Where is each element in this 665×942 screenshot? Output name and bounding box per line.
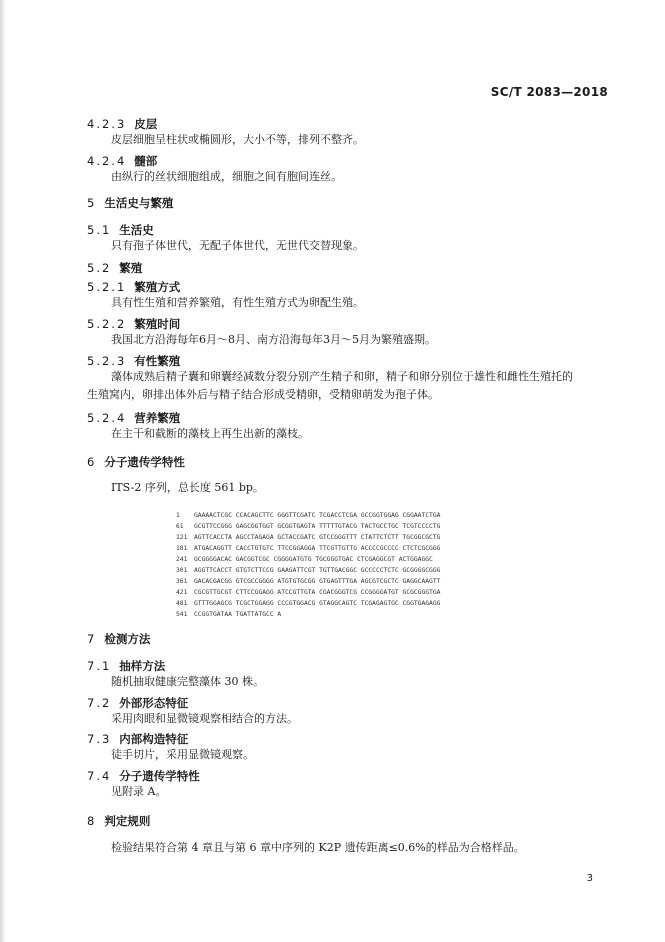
sequence-index: 361	[176, 578, 188, 585]
sequence-index: 541	[176, 611, 188, 618]
sequence-row	[176, 587, 440, 598]
page-edge	[0, 0, 6, 942]
sequence-row	[176, 609, 440, 620]
paragraph-vegetative-reproduction: 在主干和截断的藻枝上再生出新的藻枝。	[111, 427, 309, 440]
sequence-text: GCGGGGACAC GACGGTCGC CGGGGATGTG TGCGGGTGAC CTCGAGGCGT ACTGGAGGC	[194, 556, 433, 563]
heading-number: 7.2	[87, 696, 112, 710]
sequence-row	[176, 510, 440, 521]
heading-title: 繁殖	[119, 261, 143, 275]
paragraph-external-morphology: 采用肉眼和显微镜观察相结合的方法。	[111, 712, 298, 725]
heading-number: 5.2.3	[87, 354, 127, 368]
heading-number: 5.2.2	[87, 317, 127, 331]
heading-title: 分子遗传学特性	[119, 769, 200, 783]
sequence-index: 301	[176, 567, 188, 574]
heading-number: 5	[87, 196, 97, 210]
heading-5	[87, 195, 173, 211]
sequence-index: 181	[176, 545, 188, 552]
heading-title: 内部构造特征	[119, 732, 189, 746]
paragraph-reproduction-time: 我国北方沿海每年6月～8月、南方沿海每年3月～5月为繁殖盛期。	[111, 333, 436, 346]
sequence-text: GAAAACTCGC CCACAGCTTC GGGTTCGATC TCGACCTCGA GCCGGTGGAG CGGAATCTGA	[194, 512, 441, 519]
sequence-text: AGTTCACCTA AGCCTAGAGA GCTACCGATC GTCCGGGTTT CTATTCTCTT TGCGGCGCTG	[194, 534, 441, 541]
heading-title: 检测方法	[104, 632, 151, 646]
sequence-text: CCGGTGATAA TGATTATGCC A	[194, 611, 282, 618]
sequence-text: AGGTTCACCT GTGTCTTCCG GAAGATTCGT TGTTGACGGC GCCCCCTCTC GCGGGGCGGG	[194, 567, 441, 574]
heading-number: 5.2.1	[87, 280, 127, 294]
heading-title: 有性繁殖	[134, 354, 181, 368]
heading-8	[87, 813, 150, 829]
paragraph-its2: ITS-2 序列，总长度 561 bp。	[111, 481, 264, 494]
standard-code: SC/T 2083—2018	[490, 85, 608, 99]
sequence-text: GACACGACGG GTCGCCGGGG ATGTGTGCGG GTGAGTTTGA AGCGTCGCTC GAGGCAAGTT	[194, 578, 441, 585]
heading-title: 皮层	[134, 117, 158, 131]
sequence-row	[176, 543, 440, 554]
sequence-index: 61	[176, 523, 184, 530]
paragraph-life-history: 只有孢子体世代，无配子体世代，无世代交替现象。	[111, 239, 364, 252]
sequence-block	[176, 510, 440, 620]
heading-5-2	[87, 260, 142, 276]
paragraph-internal-structure: 徒手切片，采用显微镜观察。	[111, 748, 254, 761]
heading-6	[87, 454, 185, 470]
heading-title: 繁殖方式	[134, 280, 181, 294]
heading-number: 5.1	[87, 223, 112, 237]
heading-title: 外部形态特征	[119, 696, 189, 710]
paragraph-sexual-reproduction-2: 生殖窝内，卵排出体外后与精子结合形成受精卵，受精卵萌发为孢子体。	[87, 388, 439, 401]
heading-number: 7.1	[87, 659, 112, 673]
paragraph-cortex: 皮层细胞呈柱状或椭圆形，大小不等，排列不整齐。	[111, 133, 364, 146]
sequence-row	[176, 521, 440, 532]
paragraph-judgement-rule: 检验结果符合第 4 章且与第 6 章中序列的 K2P 遗传距离≤0.6%的样品为合格样品。	[111, 841, 525, 854]
heading-title: 分子遗传学特性	[104, 455, 185, 469]
heading-title: 判定规则	[104, 814, 151, 828]
paragraph-sampling: 随机抽取健康完整藻体 30 株。	[111, 675, 264, 688]
sequence-index: 121	[176, 534, 188, 541]
sequence-text: GCGTTCCGGG GAGCGGTGGT GCGGTGAGTA TTTTTGTACG TACTGCCTGC TCGTCCCCTG	[194, 523, 441, 530]
paragraph-sexual-reproduction-1: 藻体成熟后精子囊和卵囊经减数分裂分别产生精子和卵，精子和卵分别位于雄性和雌性生殖托的	[111, 370, 573, 383]
heading-title: 髓部	[134, 154, 158, 168]
heading-number: 6	[87, 455, 97, 469]
sequence-text: GTTTGGAGCG TCGCTGGAGG CCCGTGGACG GTAGGCAGTC TCGAGAGTGC CGGTGAGAGG	[194, 600, 441, 607]
heading-title: 营养繁殖	[134, 411, 181, 425]
heading-number: 5.2.4	[87, 411, 127, 425]
paragraph-reproduction-mode: 具有性生殖和营养繁殖，有性生殖方式为卵配生殖。	[111, 296, 364, 309]
heading-number: 4.2.4	[87, 154, 127, 168]
heading-number: 7.3	[87, 732, 112, 746]
heading-number: 8	[87, 814, 97, 828]
sequence-text: CGCGTTGCGT CTTCCGGAGG ATCCGTTGTA CGACGGGTCG CCGGGGATGT GCGCGGGTGA	[194, 589, 441, 596]
sequence-index: 421	[176, 589, 188, 596]
sequence-text: ATGACAGGTT CACCTGTGTC TTCCGGAGGA TTCGTTGTTG ACCCCGCCCC CTCTCGCGGG	[194, 545, 441, 552]
heading-number: 4.2.3	[87, 117, 127, 131]
sequence-row	[176, 554, 440, 565]
heading-7	[87, 631, 150, 647]
sequence-row	[176, 576, 440, 587]
heading-number: 7.4	[87, 769, 112, 783]
sequence-row	[176, 598, 440, 609]
heading-number: 7	[87, 632, 97, 646]
sequence-index: 241	[176, 556, 188, 563]
heading-title: 抽样方法	[119, 659, 166, 673]
paragraph-molecular-genetics: 见附录 A。	[111, 785, 167, 798]
heading-number: 5.2	[87, 261, 112, 275]
heading-title: 生活史	[119, 223, 154, 237]
sequence-row	[176, 565, 440, 576]
sequence-index: 481	[176, 600, 188, 607]
sequence-row	[176, 532, 440, 543]
paragraph-medulla: 由纵行的丝状细胞组成，细胞之间有胞间连丝。	[111, 170, 342, 183]
sequence-index: 1	[176, 512, 180, 519]
page-number: 3	[586, 873, 593, 884]
heading-title: 繁殖时间	[134, 317, 181, 331]
heading-title: 生活史与繁殖	[104, 196, 174, 210]
